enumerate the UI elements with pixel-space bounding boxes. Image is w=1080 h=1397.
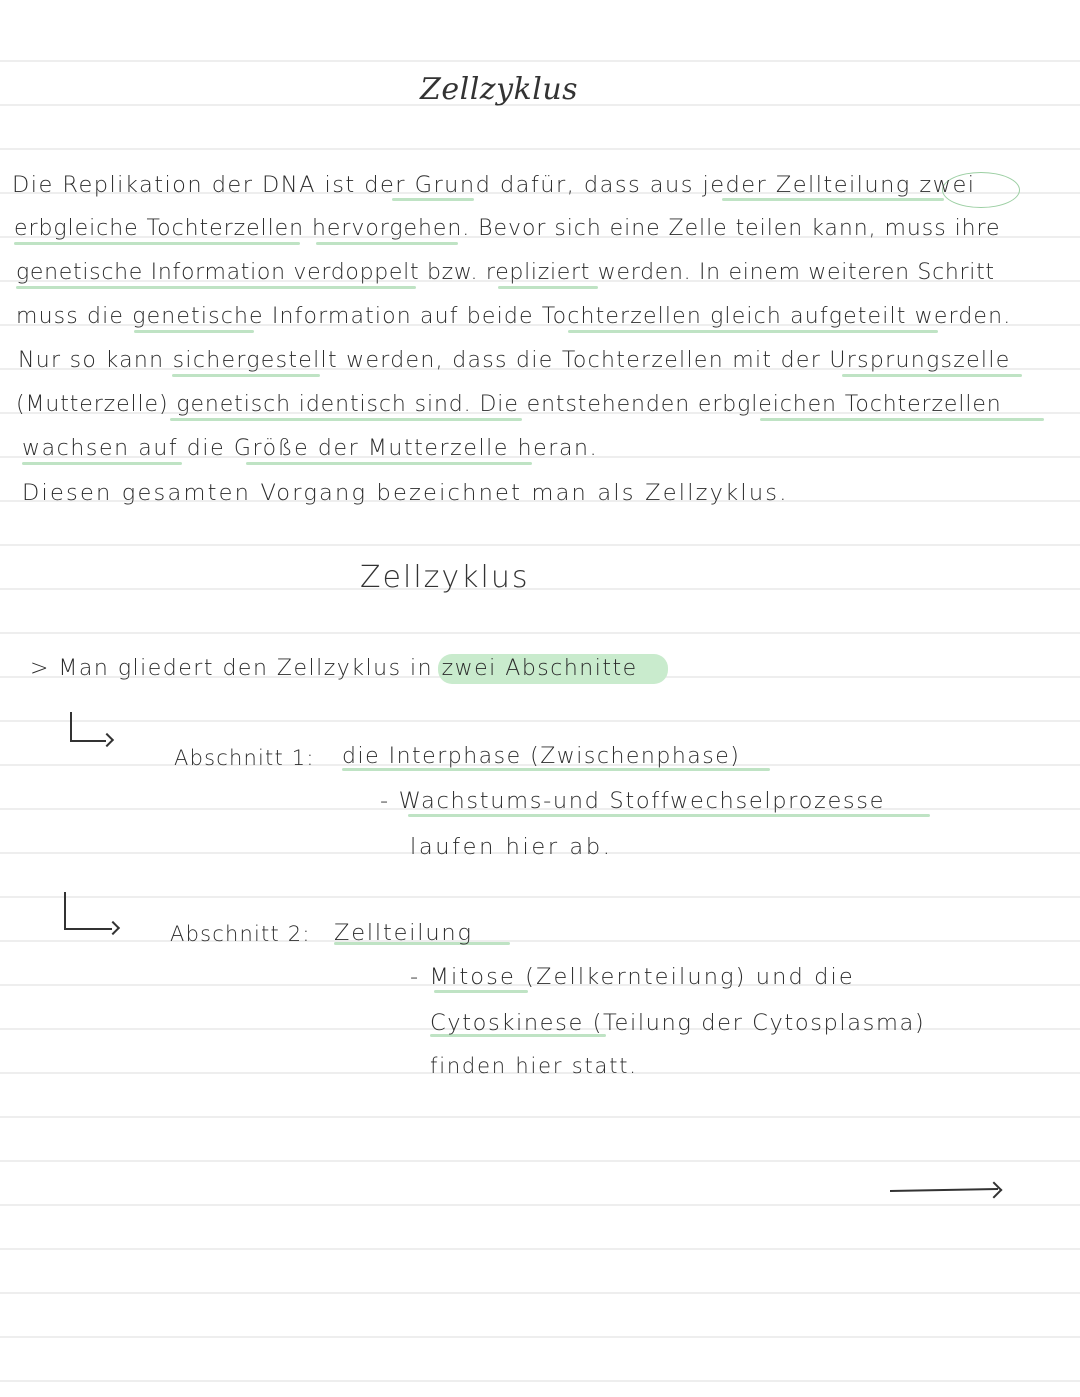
- paragraph-line-2: erbgleiche Tochterzellen hervorgehen. Bevor sich eine Zelle teilen kann, muss ihre: [14, 216, 1001, 241]
- underline-groesse-mutterzelle: [246, 462, 532, 465]
- underline-wachsen: [22, 462, 182, 465]
- underline-genetische-information: [16, 286, 416, 289]
- underline-tochterzellen-gleich: [568, 330, 938, 333]
- section1-line1: - Wachstums-und Stoffwechselprozesse: [380, 788, 886, 814]
- underline-erbgleiche-tochterzellen: [14, 242, 300, 245]
- section-heading: Zellzyklus: [360, 560, 530, 595]
- section1-label: Abschnitt 1:: [174, 746, 315, 770]
- underline-genetische-2: [134, 330, 254, 333]
- page-title: Zellzyklus: [420, 72, 579, 107]
- underline-sichergestellt: [172, 374, 320, 377]
- underline-mitose: [434, 990, 528, 993]
- underline-erbgleichen-tochterzellen: [760, 418, 1044, 421]
- section2-title: Zellteilung: [334, 920, 473, 946]
- underline-hervorgehen: [316, 242, 458, 245]
- paragraph-line-1: Die Replikation der DNA ist der Grund dafür, dass aus jeder Zellteilung zwei: [12, 172, 976, 198]
- underline-genetisch-identisch: [170, 418, 522, 421]
- underline-repliziert: [498, 286, 598, 289]
- paragraph-line-5: Nur so kann sichergestellt werden, dass die Tochterzellen mit der Ursprungszelle: [18, 348, 1011, 373]
- section1-title: die Interphase (Zwischenphase): [342, 744, 741, 769]
- section2-label: Abschnitt 2:: [170, 922, 311, 946]
- section1-line2: laufen hier ab.: [410, 834, 613, 860]
- bullet-intro: > Man gliedert den Zellzyklus in zwei Abschnitte: [30, 656, 638, 681]
- paragraph-line-8: Diesen gesamten Vorgang bezeichnet man als Zellzyklus.: [22, 480, 789, 506]
- hook-arrow-icon-2: [64, 892, 112, 930]
- underline-grund: [392, 198, 474, 201]
- section2-line2: Cytoskinese (Teilung der Cytosplasma): [430, 1010, 926, 1036]
- section2-line1: - Mitose (Zellkernteilung) und die: [410, 964, 855, 990]
- paragraph-line-4: muss die genetische Information auf beide Tochterzellen gleich aufgeteilt werden.: [16, 304, 1012, 329]
- section2-line3: finden hier statt.: [430, 1054, 638, 1078]
- hook-arrow-icon: [70, 712, 106, 742]
- underline-ursprungszelle: [842, 374, 1022, 377]
- underline-jeder-zellteilung: [722, 198, 944, 201]
- paragraph-line-7: wachsen auf die Größe der Mutterzelle heran.: [22, 436, 599, 461]
- paragraph-line-6: (Mutterzelle) genetisch identisch sind. Die entstehenden erbgleichen Tochterzellen: [16, 392, 1002, 417]
- paragraph-line-3: genetische Information verdoppelt bzw. repliziert werden. In einem weiteren Schritt: [16, 260, 995, 285]
- underline-wachstums: [408, 814, 930, 817]
